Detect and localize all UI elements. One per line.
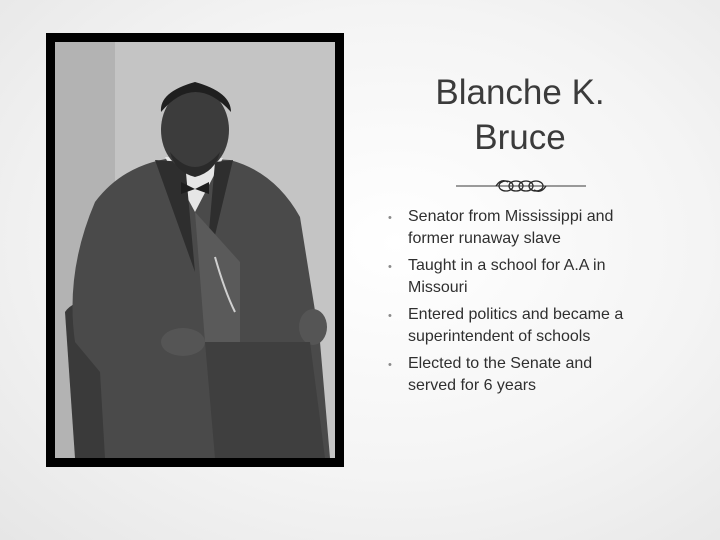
ornament-divider-icon <box>456 176 586 196</box>
bullet-dot-icon: • <box>388 212 392 224</box>
bullet-item <box>388 353 688 397</box>
bullet-dot-icon: • <box>388 261 392 273</box>
portrait-illustration <box>55 42 335 458</box>
bullet-text-line-1: Entered politics and became a <box>408 306 624 323</box>
bullet-list <box>388 206 688 402</box>
bullet-text-line-2: served for 6 years <box>408 377 537 394</box>
bullet-item <box>388 304 688 348</box>
title-line-2: Bruce <box>474 118 566 157</box>
portrait-image <box>55 42 335 458</box>
title-line-1: Blanche K. <box>435 73 605 112</box>
bullet-text-line-2: superintendent of schools <box>408 328 591 345</box>
bullet-dot-icon: • <box>388 359 392 371</box>
portrait-photo <box>46 33 344 467</box>
bullet-text-line-1: Senator from Mississippi and <box>408 208 614 225</box>
bullet-text-line-1: Taught in a school for A.A in <box>408 257 606 274</box>
bullet-text-line-1: Elected to the Senate and <box>408 355 593 372</box>
slide-title <box>380 70 660 160</box>
bullet-text-line-2: former runaway slave <box>408 230 561 247</box>
bullet-item <box>388 255 688 299</box>
bullet-text-line-2: Missouri <box>408 279 468 296</box>
bullet-dot-icon: • <box>388 310 392 322</box>
bullet-item <box>388 206 688 250</box>
